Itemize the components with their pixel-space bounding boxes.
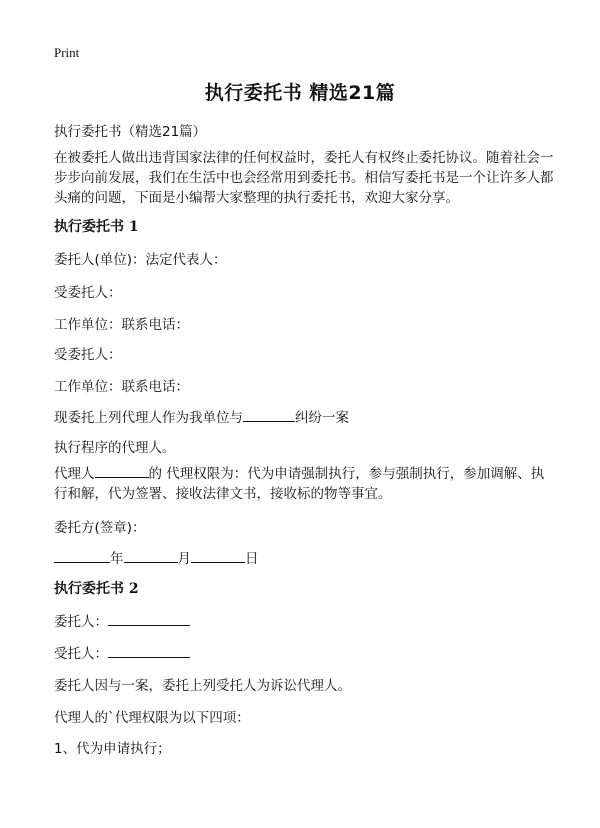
line-8-text-before: 代理人 bbox=[54, 466, 95, 482]
section-1-line-5: 工作单位：联系电话： bbox=[54, 379, 189, 395]
print-label[interactable]: Print bbox=[54, 45, 80, 60]
section-1-line-7: 执行程序的代理人。 bbox=[54, 440, 176, 456]
day-blank[interactable] bbox=[191, 550, 245, 563]
section-2-line-5: 1、代为申请执行； bbox=[54, 741, 171, 757]
fill-blank[interactable] bbox=[95, 465, 149, 478]
client-label: 委托人： bbox=[54, 614, 108, 630]
client-blank[interactable] bbox=[108, 613, 190, 626]
month-blank[interactable] bbox=[124, 550, 178, 563]
fill-blank[interactable] bbox=[243, 409, 295, 422]
section-1-line-3: 工作单位：联系电话： bbox=[54, 317, 189, 333]
section-1-line-6 bbox=[54, 406, 349, 426]
section-2-line-1 bbox=[54, 610, 190, 630]
section-1-heading: 执行委托书 1 bbox=[54, 219, 139, 235]
section-2-line-4: 代理人的`代理权限为以下四项： bbox=[54, 710, 250, 726]
line-8-text-after: 的 代理权限为：代为申请强制执行，参与强制执行，参加调解、执行和解，代为签署、接收法律文书，接收标的物等事宜。 bbox=[54, 466, 545, 502]
document-title: 执行委托书 精选21篇 bbox=[204, 82, 396, 104]
section-2-heading: 执行委托书 2 bbox=[54, 581, 139, 597]
signature-date-line bbox=[54, 547, 259, 567]
trustee-label: 受托人： bbox=[54, 646, 108, 662]
year-blank[interactable] bbox=[54, 550, 110, 563]
section-2-line-3: 委托人因与一案，委托上列受托人为诉讼代理人。 bbox=[54, 678, 351, 694]
section-1-line-8 bbox=[54, 464, 554, 504]
month-label: 月 bbox=[177, 551, 191, 567]
day-label: 日 bbox=[245, 551, 259, 567]
line-6-text-after: 纠纷一案 bbox=[295, 410, 349, 426]
section-1-line-4: 受委托人： bbox=[54, 347, 122, 363]
section-1-line-2: 受委托人： bbox=[54, 285, 122, 301]
intro-paragraph: 在被委托人做出违背国家法律的任何权益时，委托人有权终止委托协议。随着社会一步步向前发展，我们在生活中也会经常用到委托书。相信写委托书是一个让许多人都头痛的问题，下面是小编帮大家整理的执行委托书，欢迎大家分享。 bbox=[54, 150, 554, 206]
section-2-line-2 bbox=[54, 642, 190, 662]
line-6-text-before: 现委托上列代理人作为我单位与 bbox=[54, 410, 243, 426]
section-1-line-1: 委托人(单位)：法定代表人： bbox=[54, 252, 227, 268]
trustee-blank[interactable] bbox=[108, 645, 190, 658]
section-1-line-9: 委托方(签章)： bbox=[54, 520, 146, 536]
year-label: 年 bbox=[110, 551, 124, 567]
document-subtitle: 执行委托书（精选21篇） bbox=[54, 124, 207, 140]
